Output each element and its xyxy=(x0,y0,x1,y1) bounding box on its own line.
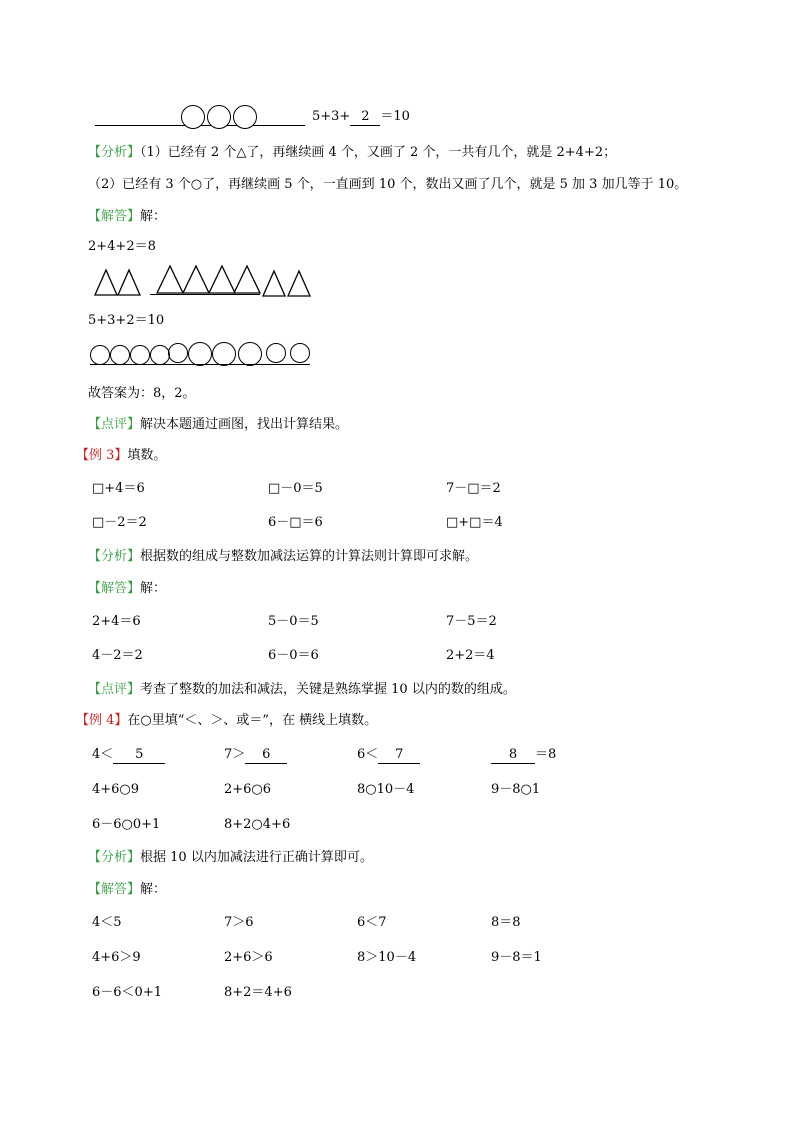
answer-blank: 2 xyxy=(350,109,380,126)
analysis-text: （2）已经有 3 个○了，再继续画 5 个，一直画到 10 个，数出又画了几个，就是 5 加 3 加几等于 10。 xyxy=(88,177,688,192)
fill-blank: 6 xyxy=(245,747,287,764)
ex3-answer: 2+2＝4 xyxy=(446,648,495,663)
equation-suffix: ＝10 xyxy=(380,109,410,124)
fill-blank: 7 xyxy=(378,747,420,764)
ex4-fill xyxy=(491,746,556,764)
ex4-fill xyxy=(224,746,287,764)
ex3-question: □+4＝6 xyxy=(92,481,145,496)
ex4-analysis xyxy=(88,849,373,867)
answer-jie: 解： xyxy=(140,882,167,897)
comment-tag: 【点评】 xyxy=(88,682,141,697)
analysis-tag: 【分析】 xyxy=(88,850,141,865)
ex4-question: 6－6○0+1 xyxy=(92,817,161,832)
answer-equation-1: 2+4+2＝8 xyxy=(88,239,156,254)
example-tag: 【例 3】 xyxy=(76,448,128,463)
triangles-drawing xyxy=(0,0,794,320)
ex3-question: □－2＝2 xyxy=(92,515,147,530)
fill-pre: 7＞ xyxy=(224,747,246,762)
ex4-answer: 2+6＞6 xyxy=(224,950,273,965)
answer-jie: 解： xyxy=(140,209,167,224)
fill-pre: 6＜ xyxy=(357,747,379,762)
ex3-comment xyxy=(88,681,516,699)
ex4-question: 4+6○9 xyxy=(92,782,140,797)
example-title: 在○里填“＜、＞、或＝”，在 横线上填数。 xyxy=(127,713,378,728)
circle-shape xyxy=(90,345,110,365)
ex3-question: □+□＝4 xyxy=(446,515,503,530)
ex4-answer: 4+6＞9 xyxy=(92,950,141,965)
ex3-answer: 7－5＝2 xyxy=(446,614,497,629)
answer-tag: 【解答】 xyxy=(88,581,141,596)
analysis-text: 根据 10 以内加减法进行正确计算即可。 xyxy=(140,850,373,865)
example-title: 填数。 xyxy=(127,448,167,463)
example-tag: 【例 4】 xyxy=(76,713,128,728)
final-answer: 故答案为：8，2。 xyxy=(88,386,196,401)
example-4-heading xyxy=(76,712,377,730)
comment-tag: 【点评】 xyxy=(88,417,141,432)
ex4-answer: 6－6＜0+1 xyxy=(92,985,162,1000)
ex4-answer: 8＞10－4 xyxy=(357,950,417,965)
circle-shape xyxy=(130,345,150,365)
fill-blank: 8 xyxy=(491,747,535,764)
example-3-heading xyxy=(76,447,166,465)
ex3-answer: 2+4＝6 xyxy=(92,614,141,629)
comment-text: 解决本题通过画图，找出计算结果。 xyxy=(140,417,349,432)
ex3-answer: 5－0＝5 xyxy=(268,614,319,629)
answer-jie: 解： xyxy=(140,581,167,596)
ex4-answer: 9－8＝1 xyxy=(491,950,542,965)
answer-tag: 【解答】 xyxy=(88,209,141,224)
ex4-answer: 8+2＝4+6 xyxy=(224,985,292,1000)
equation-prefix: 5+3+ xyxy=(312,109,351,124)
ex3-question: 6－□＝6 xyxy=(268,515,323,530)
ex4-question: 8○10－4 xyxy=(357,782,415,797)
circle-shape xyxy=(150,345,170,365)
ex4-answer: 6＜7 xyxy=(357,915,387,930)
fill-blank: 5 xyxy=(113,747,165,764)
ex3-answer-heading xyxy=(88,580,166,598)
ex3-answer: 6－0＝6 xyxy=(268,648,319,663)
ex3-question: 7－□＝2 xyxy=(446,481,501,496)
circle-shape xyxy=(168,343,188,363)
ex4-question: 9－8○1 xyxy=(491,782,541,797)
circle-shape xyxy=(290,343,310,363)
circle-shape xyxy=(212,342,236,366)
ex4-answer: 8＝8 xyxy=(491,915,521,930)
ex4-question: 2+6○6 xyxy=(224,782,272,797)
ex3-answer: 4－2＝2 xyxy=(92,648,143,663)
circle-shape xyxy=(110,345,130,365)
fill-pre: 4＜ xyxy=(92,747,114,762)
analysis-text: （1）已经有 2 个△了，再继续画 4 个，又画了 2 个，一共有几个，就是 2+4+2； xyxy=(140,145,617,160)
ex3-question: □－0＝5 xyxy=(268,481,323,496)
circle-shape xyxy=(266,343,286,363)
ex4-question: 8+2○4+6 xyxy=(224,817,291,832)
ex4-answer: 7＞6 xyxy=(224,915,254,930)
ex4-fill xyxy=(92,746,165,764)
answer-equation-2: 5+3+2＝10 xyxy=(88,313,165,328)
ex4-fill xyxy=(357,746,420,764)
analysis-tag: 【分析】 xyxy=(88,549,141,564)
answer-tag: 【解答】 xyxy=(88,882,141,897)
circle-shape xyxy=(238,342,262,366)
comment-line xyxy=(88,416,348,434)
analysis-text: 根据数的组成与整数加减法运算的计算法则计算即可求解。 xyxy=(140,549,479,564)
ex4-answer-heading xyxy=(88,881,166,899)
ex3-analysis xyxy=(88,548,478,566)
circle-shape xyxy=(188,342,212,366)
analysis-tag: 【分析】 xyxy=(88,145,141,160)
ex4-answer: 4＜5 xyxy=(92,915,122,930)
fill-post: ＝8 xyxy=(535,747,557,762)
comment-text: 考查了整数的加法和减法，关键是熟练掌握 10 以内的数的组成。 xyxy=(140,682,516,697)
